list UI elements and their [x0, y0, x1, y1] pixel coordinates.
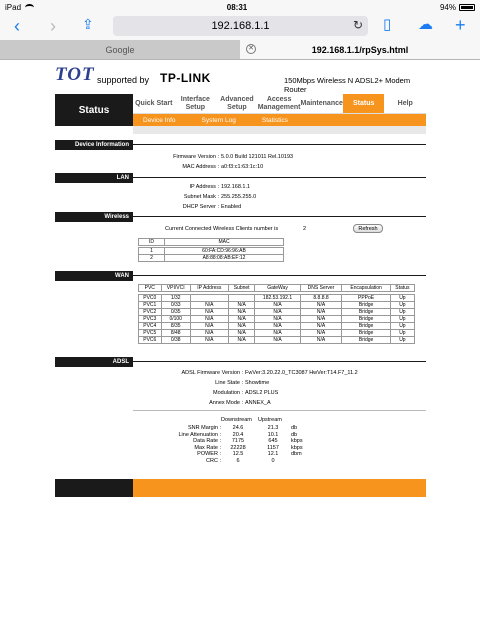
- main-nav: [55, 94, 426, 126]
- mac-row: [133, 164, 263, 170]
- table-cell: A8:88:08:AB:EF:12: [165, 255, 284, 262]
- lan-ip-label: IP Address :: [189, 184, 219, 190]
- table-cell: PVC6: [139, 337, 162, 344]
- divider: [133, 410, 426, 411]
- tplink-logo: TP-LINK: [160, 71, 211, 85]
- section-wireless: Wireless: [55, 212, 133, 222]
- table-cell: 8/48: [161, 330, 190, 337]
- table-cell: [228, 295, 255, 302]
- battery-icon: [459, 4, 475, 11]
- divider: [133, 275, 426, 276]
- column-header: Status: [390, 285, 414, 292]
- table-cell: N/A: [228, 337, 255, 344]
- model-name: 150Mbps Wireless N ADSL2+ Modem Router: [284, 76, 411, 94]
- divider: [133, 144, 426, 145]
- tab-google[interactable]: [0, 40, 240, 59]
- divider: [133, 177, 426, 178]
- url-text: 192.168.1.1: [211, 20, 270, 32]
- column-header: DNS Server: [300, 285, 342, 292]
- firmware-value: 5.0.0 Build 121011 Rel.10193: [221, 154, 294, 160]
- lan-dhcp-row: [133, 204, 241, 210]
- bookmarks-icon[interactable]: ▯: [383, 16, 392, 33]
- back-icon[interactable]: ‹: [14, 16, 20, 36]
- close-tab-icon[interactable]: ✕: [246, 44, 256, 54]
- column-header: Subnet: [228, 285, 255, 292]
- stat-label: Data Rate :: [193, 438, 221, 444]
- table-cell: 8/35: [161, 323, 190, 330]
- lan-mask-row: [133, 194, 256, 200]
- adsl-fw-row: [133, 370, 358, 376]
- adsl-line-value: Showtime: [245, 380, 270, 386]
- table-row: [139, 248, 284, 255]
- lan-mask-label: Subnet Mask :: [183, 194, 219, 200]
- tab-bar: [0, 40, 480, 60]
- stat-down: 12.5: [232, 451, 244, 457]
- table-row: [139, 309, 415, 316]
- table-cell: N/A: [300, 337, 342, 344]
- ios-status-bar: [0, 0, 480, 14]
- table-cell: N/A: [255, 323, 300, 330]
- table-cell: Bridge: [342, 309, 390, 316]
- table-cell: N/A: [190, 309, 228, 316]
- stat-down: 7175: [231, 438, 245, 444]
- stat-label: Line Attenuation :: [178, 431, 221, 438]
- table-cell: N/A: [228, 309, 255, 316]
- stat-label: CRC :: [206, 457, 221, 464]
- adsl-fw-value: FwVer:3.20.22.0_TC3087 HwVer:T14.F7_11.2: [245, 370, 358, 376]
- column-header: Encapsulation: [342, 285, 390, 292]
- lan-ip-row: [133, 184, 250, 190]
- menu-maintenance[interactable]: Maintenance: [300, 99, 343, 107]
- table-cell: Bridge: [342, 330, 390, 337]
- stat-label: POWER :: [197, 451, 221, 457]
- table-cell: PPPoE: [342, 295, 390, 302]
- adsl-annex-row: [133, 400, 271, 406]
- column-header: ID: [139, 239, 165, 246]
- stat-unit: db: [291, 431, 298, 438]
- table-cell: 2: [139, 255, 165, 262]
- tab-label: 192.168.1.1/rpSys.html: [311, 44, 409, 55]
- table-cell: 0/100: [161, 316, 190, 323]
- section-wan: WAN: [55, 271, 133, 281]
- clock: 08:31: [226, 2, 248, 12]
- stat-unit: db: [291, 425, 298, 431]
- table-cell: N/A: [190, 330, 228, 337]
- stat-down: 22228: [230, 444, 246, 451]
- table-cell: N/A: [255, 309, 300, 316]
- table-cell: Bridge: [342, 302, 390, 309]
- adsl-fw-label: ADSL Firmware Version :: [181, 370, 243, 376]
- wireless-clients-label: Current Connected Wireless Clients number is: [165, 226, 279, 232]
- table-header-row: [139, 239, 284, 246]
- lan-mask-value: 255.255.255.0: [221, 194, 257, 200]
- table-cell: 182.53.192.1: [255, 295, 300, 302]
- section-lan: LAN: [55, 173, 133, 183]
- section-adsl: ADSL: [55, 357, 133, 367]
- tab-router[interactable]: [240, 40, 480, 59]
- divider: [133, 126, 426, 134]
- adsl-mod-row: [133, 390, 278, 396]
- browser-toolbar: [0, 14, 480, 40]
- table-cell: N/A: [190, 316, 228, 323]
- new-tab-icon[interactable]: +: [455, 15, 466, 35]
- table-row: [139, 337, 415, 344]
- table-cell: 1/32: [161, 295, 190, 302]
- table-cell: N/A: [190, 302, 228, 309]
- stat-unit: dbm: [291, 451, 302, 457]
- table-cell: Up: [390, 295, 414, 302]
- footer-bar: [133, 479, 426, 497]
- stat-unit: kbps: [291, 444, 303, 451]
- table-cell: N/A: [190, 323, 228, 330]
- stat-unit: kbps: [291, 438, 303, 444]
- table-cell: N/A: [255, 302, 300, 309]
- table-cell: 8.8.8.8: [300, 295, 342, 302]
- stat-up: 1157: [267, 444, 279, 451]
- adsl-line-row: [133, 380, 269, 386]
- table-row: [139, 316, 415, 323]
- column-header: MAC: [165, 239, 284, 246]
- table-cell: N/A: [300, 309, 342, 316]
- table-cell: PVC2: [139, 309, 162, 316]
- adsl-line-label: Line State :: [215, 380, 243, 386]
- menu-access-management[interactable]: Access Management: [257, 95, 301, 111]
- table-cell: N/A: [255, 330, 300, 337]
- mac-label: MAC Address :: [182, 164, 219, 170]
- table-cell: N/A: [228, 323, 255, 330]
- column-header: PVC: [139, 285, 162, 292]
- divider: [133, 216, 426, 217]
- wan-table: [138, 284, 415, 344]
- refresh-button[interactable]: Refresh: [353, 224, 383, 233]
- table-cell: N/A: [300, 323, 342, 330]
- table-cell: Up: [390, 330, 414, 337]
- table-cell: Up: [390, 337, 414, 344]
- stat-down: 24.6: [232, 425, 244, 431]
- table-cell: [190, 295, 228, 302]
- reload-icon[interactable]: ↻: [352, 18, 363, 32]
- table-row: [139, 302, 415, 309]
- wireless-clients-table: [138, 238, 284, 262]
- wifi-icon: [25, 4, 34, 11]
- downstream-header: Downstream: [221, 417, 252, 423]
- table-cell: N/A: [255, 337, 300, 344]
- table-row: [139, 295, 415, 302]
- stat-label: Max Rate :: [194, 444, 221, 451]
- mac-value: a0:f3:c1:63:1c:10: [221, 164, 264, 170]
- adsl-mod-label: Modulation :: [213, 390, 243, 396]
- table-row: [139, 330, 415, 337]
- battery-indicator: [440, 3, 475, 12]
- upstream-header: Upstream: [258, 417, 282, 423]
- adsl-mod-value: ADSL2 PLUS: [245, 390, 279, 396]
- stat-up: 10.1: [267, 431, 279, 438]
- router-header: [55, 62, 426, 94]
- column-header: IP Address: [190, 285, 228, 292]
- tab-label: Google: [105, 44, 135, 55]
- table-cell: Up: [390, 323, 414, 330]
- table-cell: Up: [390, 309, 414, 316]
- router-page: [55, 62, 426, 512]
- device-name: iPad: [5, 2, 22, 12]
- stat-label: SNR Margin :: [187, 425, 221, 431]
- table-cell: PVC5: [139, 330, 162, 337]
- stat-up: 0: [271, 457, 275, 464]
- table-cell: PVC3: [139, 316, 162, 323]
- table-row: [139, 255, 284, 262]
- table-cell: N/A: [300, 316, 342, 323]
- supported-by-text: supported by: [97, 75, 150, 85]
- firmware-label: Firmware Version :: [173, 154, 219, 160]
- table-cell: N/A: [300, 330, 342, 337]
- menu-interface-setup[interactable]: Interface Setup: [180, 95, 210, 111]
- section-device-info: Device Information: [55, 140, 133, 150]
- firmware-row: [133, 154, 293, 160]
- submenu-device-info[interactable]: Device Info: [143, 116, 176, 124]
- table-cell: PVC0: [139, 295, 162, 302]
- stat-up: 645: [268, 438, 278, 444]
- main-menu: [133, 94, 426, 114]
- forward-icon[interactable]: ›: [50, 16, 56, 36]
- divider: [133, 361, 426, 362]
- menu-help[interactable]: Help: [397, 99, 413, 107]
- address-bar[interactable]: [113, 16, 368, 36]
- column-header: GateWay: [255, 285, 300, 292]
- stat-down: 6: [236, 457, 240, 464]
- share-icon[interactable]: ⇪: [82, 16, 94, 32]
- adsl-annex-value: ANNEX_A: [245, 400, 271, 406]
- table-cell: Bridge: [342, 337, 390, 344]
- table-cell: Bridge: [342, 323, 390, 330]
- menu-advanced-setup[interactable]: Advanced Setup: [220, 95, 254, 111]
- adsl-stats: [133, 425, 321, 464]
- table-cell: 0/33: [161, 302, 190, 309]
- battery-percent: 94%: [439, 2, 456, 12]
- table-cell: Bridge: [342, 316, 390, 323]
- table-cell: PVC4: [139, 323, 162, 330]
- table-cell: Up: [390, 302, 414, 309]
- tot-logo: TOT: [55, 64, 95, 85]
- table-cell: 1: [139, 248, 165, 255]
- stat-up: 12.1: [267, 451, 279, 457]
- table-row: [139, 323, 415, 330]
- footer-left: [55, 479, 133, 497]
- wireless-clients-count: 2: [303, 226, 307, 232]
- stat-down: 20.4: [232, 431, 244, 438]
- table-cell: 60:FA:CD:96:96:AB: [165, 248, 284, 255]
- table-header-row: [139, 285, 415, 292]
- lan-ip-value: 192.168.1.1: [221, 184, 251, 190]
- submenu-system-log[interactable]: System Log: [201, 116, 236, 124]
- page-footer: [55, 479, 426, 497]
- stat-row: [133, 458, 321, 465]
- table-cell: N/A: [255, 316, 300, 323]
- table-cell: Up: [390, 316, 414, 323]
- table-cell: 0/38: [161, 337, 190, 344]
- table-cell: N/A: [190, 337, 228, 344]
- stat-up: 21.3: [267, 425, 279, 431]
- menu-quick-start[interactable]: Quick Start: [135, 99, 173, 107]
- column-header: VPI/VCI: [161, 285, 190, 292]
- sub-menu: [133, 114, 426, 126]
- table-cell: 0/35: [161, 309, 190, 316]
- adsl-annex-label: Annex Mode :: [209, 400, 243, 406]
- lan-dhcp-value: Enabled: [221, 204, 242, 210]
- table-cell: N/A: [228, 302, 255, 309]
- table-cell: N/A: [300, 302, 342, 309]
- table-cell: PVC1: [139, 302, 162, 309]
- table-cell: N/A: [228, 316, 255, 323]
- menu-status[interactable]: Status: [343, 94, 385, 113]
- table-cell: N/A: [228, 330, 255, 337]
- section-title: Status: [55, 94, 133, 126]
- icloud-tabs-icon[interactable]: ☁: [418, 16, 433, 33]
- lan-dhcp-label: DHCP Server :: [182, 204, 219, 210]
- submenu-statistics[interactable]: Statistics: [261, 116, 288, 124]
